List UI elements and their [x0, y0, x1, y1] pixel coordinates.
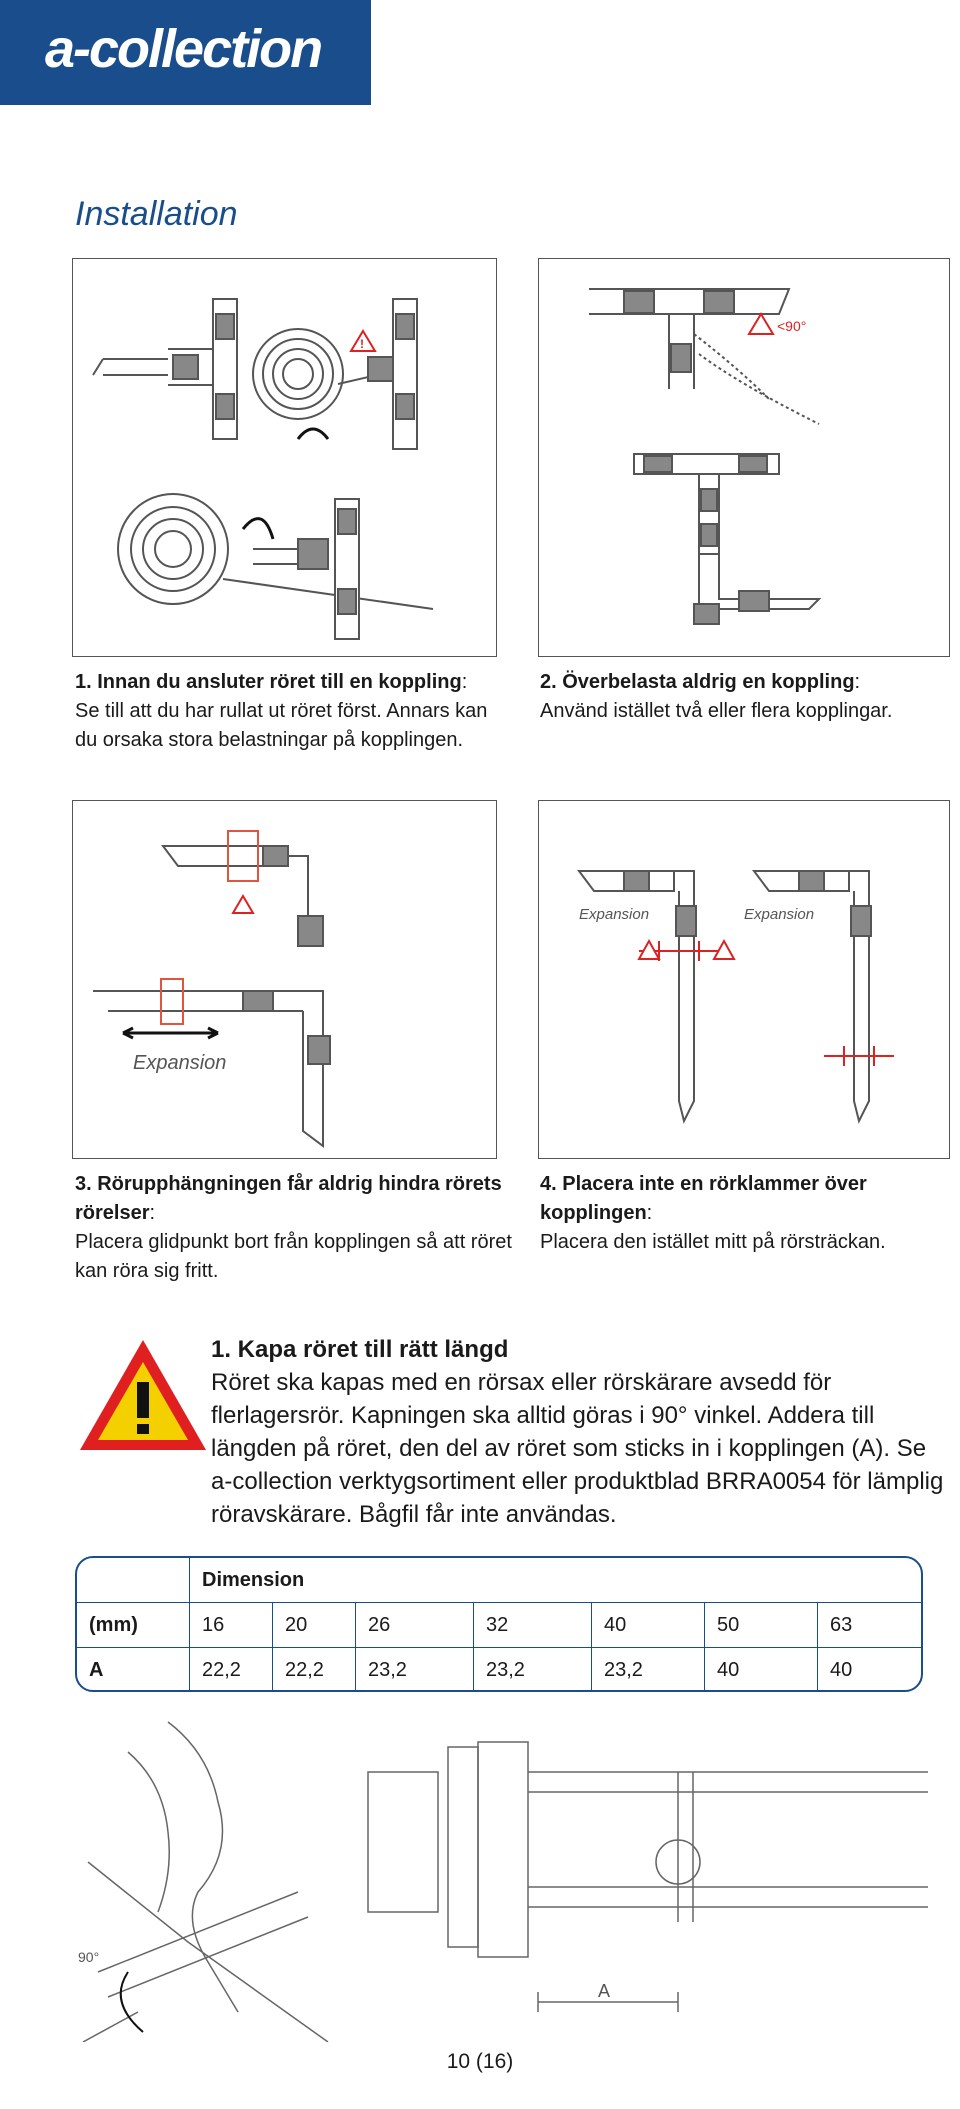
size-cell: 63	[818, 1603, 922, 1648]
svg-text:!: !	[360, 337, 364, 351]
dimension-header: Dimension	[190, 1558, 922, 1603]
brand-logo-text: a-collection	[45, 19, 322, 79]
figure-2-caption-title: 2. Överbelasta aldrig en koppling	[540, 671, 855, 693]
cutting-illustration	[68, 1712, 938, 2042]
step-text: Röret ska kapas med en rörsax eller rörskärare avsedd för flerlagersrör. Kapningen ska alltid göras i 90° vinkel. Addera till längden på röret, den del av röret som sticks in i kopplingen (A). Se a-collection verktygsortiment eller produktblad BRRA0054 för lämplig röravskärare. Bågfil får inte användas.	[211, 1369, 944, 1528]
a-value-cell: 23,2	[474, 1648, 592, 1693]
figure-3	[72, 800, 497, 1159]
size-cell: 32	[474, 1603, 592, 1648]
size-cell: 26	[356, 1603, 474, 1648]
a-value-cell: 23,2	[356, 1648, 474, 1693]
figure-1-caption-title: 1. Innan du ansluter röret till en koppling	[75, 671, 462, 693]
a-value-cell: 22,2	[190, 1648, 273, 1693]
angle-90-label: 90°	[78, 1949, 100, 1965]
figure-3-caption	[75, 1170, 515, 1286]
table-row	[77, 1603, 921, 1648]
pipe-clamp-illustration	[539, 801, 949, 1158]
angle-label: <90°	[777, 318, 807, 334]
expansion-label-right: Expansion	[744, 906, 815, 923]
figure-2-caption-text: Använd istället två eller flera kopplingar.	[540, 700, 893, 722]
size-cell: 16	[190, 1603, 273, 1648]
a-value-cell: 40	[818, 1648, 922, 1693]
figure-1	[72, 258, 497, 657]
figure-3-caption-title: 3. Rörupphängningen får aldrig hindra rörets rörelser	[75, 1173, 502, 1224]
size-cell: 40	[592, 1603, 705, 1648]
page-number: 10 (16)	[446, 2050, 514, 2073]
expansion-label-left: Expansion	[579, 906, 650, 923]
step-title: 1. Kapa röret till rätt längd	[211, 1336, 509, 1363]
figure-4-caption-text: Placera den istället mitt på rörsträckan.	[540, 1231, 886, 1253]
coil-unroll-illustration	[73, 259, 496, 656]
figure-2-caption	[540, 668, 960, 726]
dimension-a-label: A	[598, 1981, 611, 2001]
figure-1-caption	[75, 668, 515, 755]
figure-4-caption-colon: :	[646, 1202, 653, 1224]
overload-coupling-illustration	[539, 259, 949, 656]
size-cell: 50	[705, 1603, 818, 1648]
a-value-cell: 23,2	[592, 1648, 705, 1693]
a-value-cell: 22,2	[273, 1648, 356, 1693]
pipe-hanger-illustration	[73, 801, 496, 1158]
step-block	[211, 1333, 951, 1531]
mm-label: (mm)	[77, 1603, 190, 1648]
a-label: A	[89, 1658, 104, 1681]
figure-1-caption-colon: :	[461, 671, 468, 693]
figure-4-caption-title: 4. Placera inte en rörklammer över kopplingen	[540, 1173, 867, 1224]
table-header-row	[77, 1558, 921, 1603]
warning-icon	[76, 1336, 210, 1456]
brand-banner	[0, 0, 371, 105]
dimension-table	[75, 1556, 923, 1692]
figure-3-caption-colon: :	[149, 1202, 156, 1224]
figure-2	[538, 258, 950, 657]
a-value-cell: 40	[705, 1648, 818, 1693]
figure-4-caption	[540, 1170, 960, 1257]
size-cell: 20	[273, 1603, 356, 1648]
figure-1-caption-text: Se till att du har rullat ut röret först. Annars kan du orsaka stora belastningar på kopplingen.	[75, 700, 488, 751]
table-row	[77, 1648, 921, 1693]
figure-2-caption-colon: :	[854, 671, 861, 693]
expansion-label: Expansion	[133, 1052, 227, 1074]
figure-3-caption-text: Placera glidpunkt bort från kopplingen så att röret kan röra sig fritt.	[75, 1231, 512, 1282]
section-title: Installation	[75, 195, 238, 233]
figure-4	[538, 800, 950, 1159]
